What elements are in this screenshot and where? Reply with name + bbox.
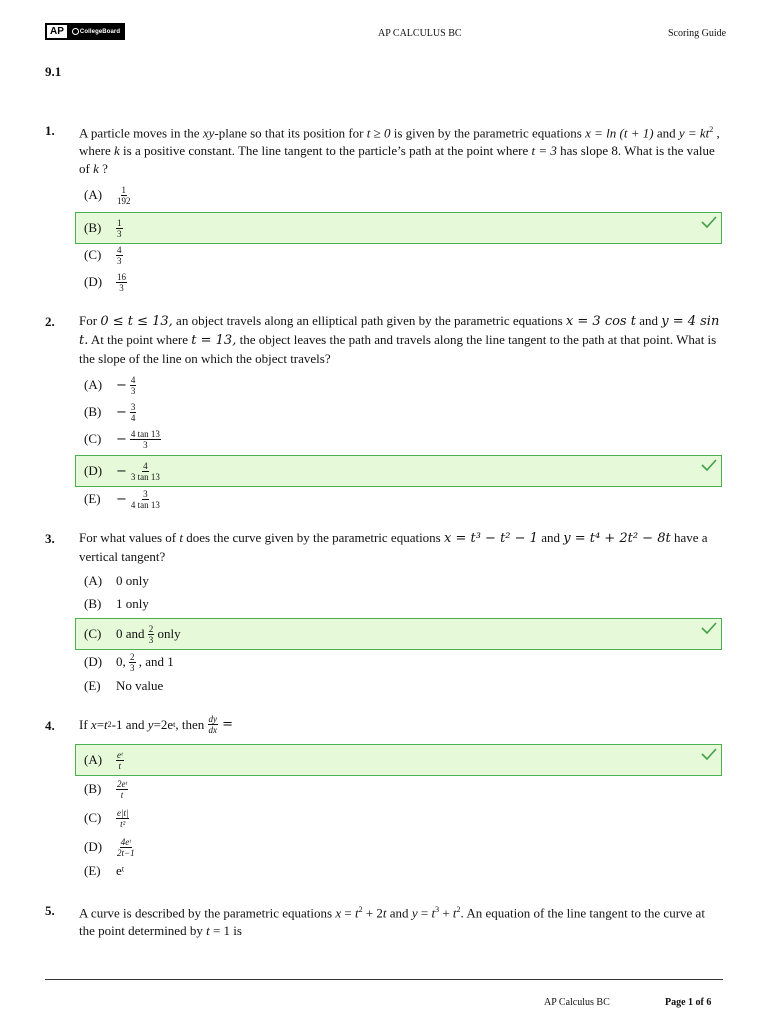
choice-e: (E) − $\frac{3}{4 \tan 13}$	[84, 488, 160, 510]
checkmark-icon	[701, 216, 717, 228]
choice-d: (D) $\frac{16}{3}$	[84, 271, 126, 293]
choice-d: (D) $\frac{\text{4eᵗ}}{2t-1}$	[84, 836, 135, 858]
checkmark-icon	[701, 748, 717, 760]
choice-d: (D) 0, $\frac{2}{3}$ , and 1	[84, 651, 174, 673]
fraction: $\frac{1}{3}$	[117, 217, 122, 239]
choice-b: (B) − $\frac{3}{4}$	[84, 401, 136, 423]
collegeboard-logo-text: CollegeBoard	[72, 28, 120, 35]
question-number: 4.	[45, 718, 55, 733]
correct-answer-highlight	[75, 455, 722, 487]
question-text: For 0 ≤ t ≤ 13, an object travels along an elliptical path given by the parametric equations x = 3 cos t and y = 4 sin t. At the point where t = 13, the object leaves the path and travels along the line tangent to the path at that point. What is the slope of the line on which the object travels?	[79, 313, 720, 366]
question-text: For what values of t does the curve given by the parametric equations x = t³ − t² − 1 and y = t⁴ + 2t² − 8t have a vertical tangent?	[79, 530, 708, 564]
ap-logo-text: AP	[47, 25, 67, 38]
fraction: $\frac{16}{3}$	[117, 271, 126, 293]
question-number: 3.	[45, 531, 55, 546]
header-title: AP CALCULUS BC	[378, 28, 462, 39]
correct-answer-highlight	[75, 212, 722, 244]
choice-e: (E) No value	[84, 678, 164, 693]
fraction: $\frac{4}{3}$	[117, 244, 122, 266]
choice-c: (C) $\frac{e|t|}{\text{t²}}$	[84, 807, 129, 829]
correct-answer-highlight	[75, 744, 722, 776]
ap-collegeboard-logo	[45, 23, 125, 40]
page-number: Page 1 of 6	[665, 997, 712, 1008]
question-text: A particle moves in the xy-plane so that its position for t ≥ 0 is given by the parametric equations x = ln (t + 1) and $y = kt^2$ , where k is a positive constant. The line tangent to the particle’s path at the point where t = 3 has slope 8. What is the value of k ?	[79, 125, 720, 177]
choice-b: (B) $\frac{1}{3}$	[84, 217, 122, 239]
section-number: 9.1	[45, 64, 62, 79]
question-number: 1.	[45, 123, 55, 138]
fraction: $\frac{1}{192}$	[117, 184, 131, 206]
choice-a: (A) − $\frac{4}{3}$	[84, 374, 136, 396]
choice-c: (C) − $\frac{4 \tan 13}{3}$	[84, 428, 160, 450]
question-text: A curve is described by the parametric equations $x = t^2 + 2t$ and $y = t^3 + t^2$. An equation of the line tangent to the curve at the point determined by t = 1 is	[79, 905, 705, 939]
question-text: If x = t 2 -1 and y =2e t , then $\frac{dy}{dx}$ =	[79, 714, 234, 735]
checkmark-icon	[701, 622, 717, 634]
footer-divider	[45, 979, 723, 980]
choice-a: (A) 0 only	[84, 573, 149, 588]
choice-a: (A) $\frac{1}{192}$	[84, 184, 131, 206]
choice-b: (B) 1 only	[84, 596, 149, 611]
choice-d: (D) − $\frac{4}{3 \tan 13}$	[84, 460, 160, 482]
choice-b: (B) $\frac{\text{2eᵗ}}{t}$	[84, 778, 128, 800]
choice-e: (E) eᵗ	[84, 863, 125, 878]
question-number: 2.	[45, 314, 55, 329]
question-number: 5.	[45, 903, 55, 918]
footer-course-title: AP Calculus BC	[544, 997, 610, 1008]
header-scoring-guide: Scoring Guide	[668, 28, 727, 39]
choice-c: (C) 0 and $\frac{2}{3}$ only	[84, 623, 181, 645]
choice-c: (C) $\frac{4}{3}$	[84, 244, 122, 266]
choice-a: (A) $\frac{\text{eᵗ}}{t}$	[84, 749, 123, 771]
checkmark-icon	[701, 459, 717, 471]
